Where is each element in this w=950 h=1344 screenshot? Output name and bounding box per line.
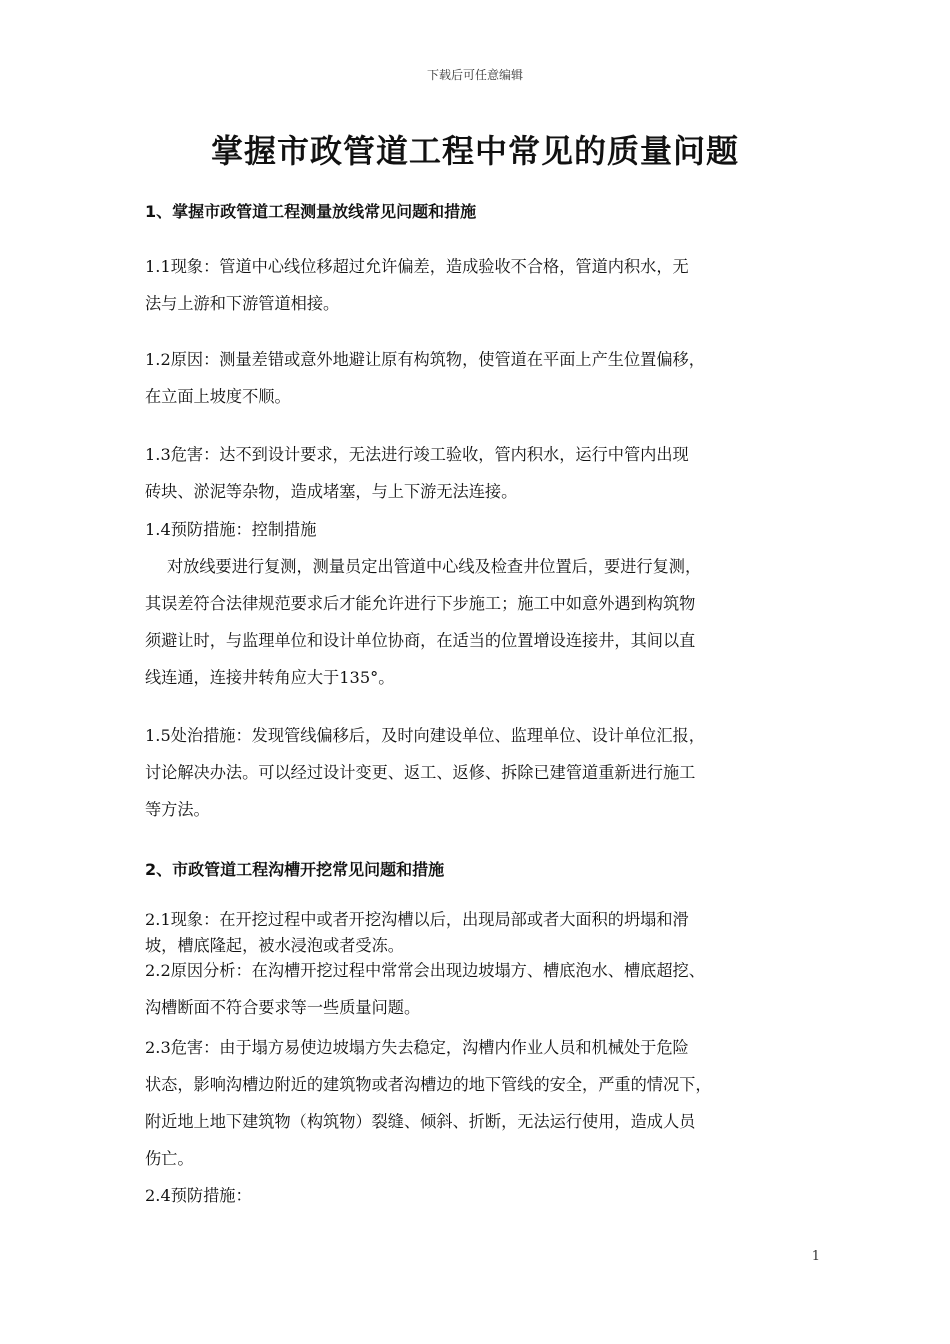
paragraph-1-5 — [145, 717, 825, 828]
paragraph-1-2 — [145, 341, 825, 415]
paragraph-line: 坡，槽底隆起，被水浸泡或者受冻。 — [145, 936, 404, 955]
paragraph-2-4 — [145, 1177, 825, 1214]
paragraph-1-4 — [145, 511, 825, 696]
section-2-heading: 2、市政管道工程沟槽开挖常见问题和措施 — [145, 860, 445, 879]
paragraph-line: 2.3危害：由于塌方易使边坡塌方失去稳定，沟槽内作业人员和机械处于危险 — [145, 1038, 689, 1057]
paragraph-2-2 — [145, 952, 825, 1026]
paragraph-line: 沟槽断面不符合要求等一些质量问题。 — [145, 998, 421, 1017]
page-number: 1 — [811, 1249, 820, 1264]
paragraph-2-3 — [145, 1029, 825, 1177]
paragraph-line: 在立面上坡度不顺。 — [145, 387, 291, 406]
paragraph-line: 其误差符合法律规范要求后才能允许进行下步施工；施工中如意外遇到构筑物 — [145, 594, 696, 613]
document-title: 掌握市政管道工程中常见的质量问题 — [210, 132, 739, 170]
paragraph-line: 1.2原因：测量差错或意外地避让原有构筑物，使管道在平面上产生位置偏移， — [145, 350, 705, 369]
section-1-heading: 1、掌握市政管道工程测量放线常见问题和措施 — [145, 202, 477, 221]
paragraph-line: 须避让时，与监理单位和设计单位协商，在适当的位置增设连接井，其间以直 — [145, 631, 696, 650]
paragraph-heading-line: 1.4预防措施：控制措施 — [145, 520, 317, 539]
header-note: 下载后可任意编辑 — [426, 68, 523, 82]
paragraph-line: 法与上游和下游管道相接。 — [145, 294, 340, 313]
paragraph-heading-line: 2.4预防措施： — [145, 1186, 252, 1205]
paragraph-line: 1.5处治措施：发现管线偏移后，及时向建设单位、监理单位、设计单位汇报， — [145, 726, 705, 745]
paragraph-line: 2.2原因分析：在沟槽开挖过程中常常会出现边坡塌方、槽底泡水、槽底超挖、 — [145, 961, 705, 980]
paragraph-1-3 — [145, 436, 825, 510]
paragraph-line: 1.3危害：达不到设计要求，无法进行竣工验收，管内积水，运行中管内出现 — [145, 445, 689, 464]
paragraph-line: 讨论解决办法。可以经过设计变更、返工、返修、拆除已建管道重新进行施工 — [145, 763, 696, 782]
paragraph-line: 线连通，连接井转角应大于135°。 — [145, 668, 395, 687]
paragraph-line: 等方法。 — [145, 800, 210, 819]
paragraph-line: 1.1现象：管道中心线位移超过允许偏差，造成验收不合格，管道内积水，无 — [145, 257, 689, 276]
paragraph-line: 对放线要进行复测，测量员定出管道中心线及检查井位置后，要进行复测， — [167, 557, 702, 576]
paragraph-1-1 — [145, 248, 825, 322]
paragraph-line: 2.1现象：在开挖过程中或者开挖沟槽以后，出现局部或者大面积的坍塌和滑 — [145, 910, 689, 929]
paragraph-line: 伤亡。 — [145, 1149, 194, 1168]
paragraph-line: 状态，影响沟槽边附近的建筑物或者沟槽边的地下管线的安全，严重的情况下， — [145, 1075, 712, 1094]
paragraph-line: 附近地上地下建筑物（构筑物）裂缝、倾斜、折断，无法运行使用，造成人员 — [145, 1112, 696, 1131]
paragraph-line: 砖块、淤泥等杂物，造成堵塞，与上下游无法连接。 — [145, 482, 518, 501]
